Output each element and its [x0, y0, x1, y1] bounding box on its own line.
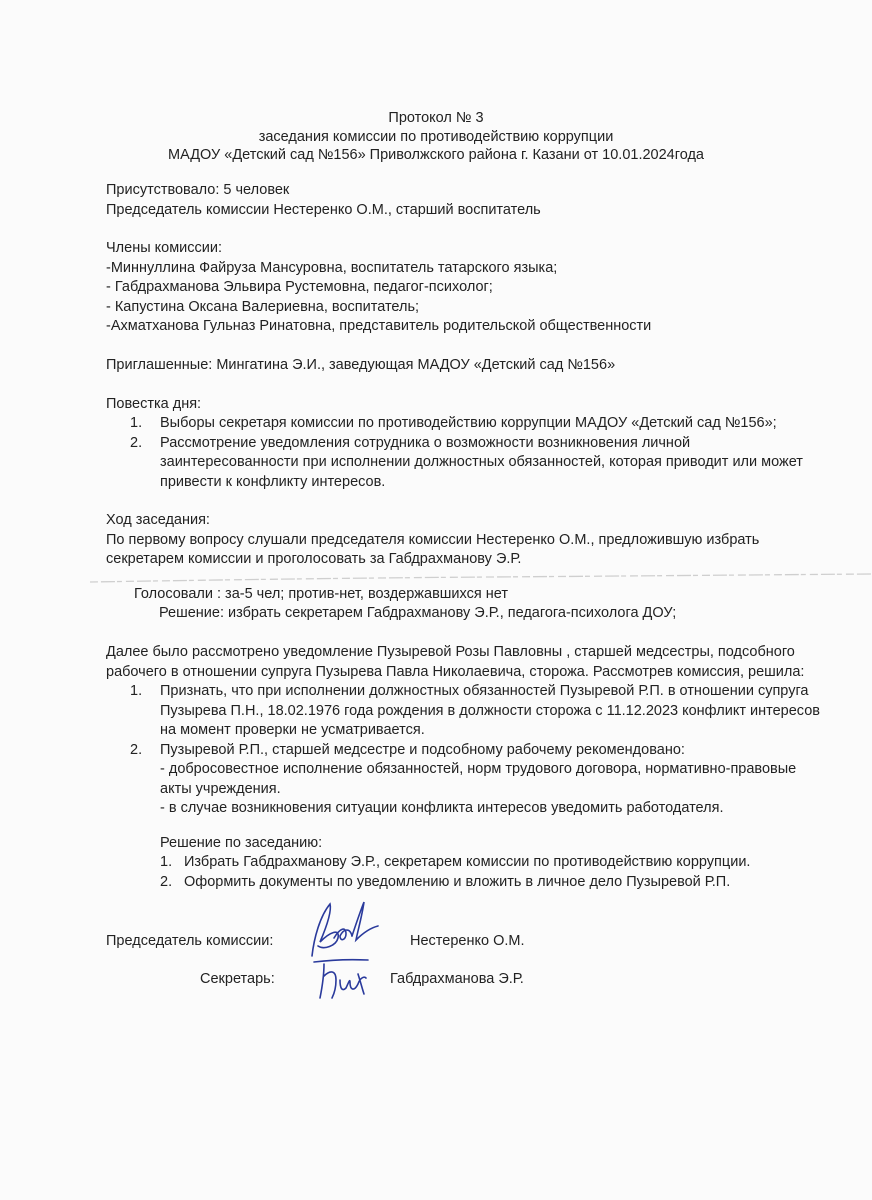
chair-signature-icon: [300, 898, 384, 962]
agenda-item-text: Рассмотрение уведомления сотрудника о возможности возникновения личной: [160, 434, 691, 451]
finding-text: - добросовестное исполнение обязанностей, норм трудового договора, нормативно-правовые: [160, 761, 797, 777]
chair-name: Нестеренко О.М.: [410, 933, 525, 949]
document-header: [0, 109, 872, 165]
resolution-list: [160, 853, 840, 893]
protocol-subtitle: заседания комиссии по противодействию коррупции: [258, 128, 614, 145]
agenda-item-text: заинтересованности при исполнении должностных обязанностей, которая приводит или может: [160, 454, 803, 470]
secretary-signature-label: Секретарь:: [200, 971, 275, 987]
finding-text: акты учреждения.: [160, 780, 281, 797]
proceedings-title: Ход заседания:: [106, 512, 210, 528]
resolution-text: Оформить документы по уведомлению и вложить в личное дело Пузыревой Р.П.: [184, 873, 731, 890]
members-title: Члены комиссии:: [106, 240, 223, 256]
finding-text: Признать, что при исполнении должностных обязанностей Пузыревой Р.П. в отношении супруга: [160, 683, 809, 699]
second-question-line: рабочего в отношении супруга Пузырева Павла Николаевича, сторожа. Рассмотрев комиссия, решила:: [106, 663, 805, 680]
finding-number: 2.: [130, 741, 143, 758]
resolution-number: 2.: [160, 873, 173, 890]
protocol-organization: МАДОУ «Детский сад №156» Приволжского района г. Казани от 10.01.2024года: [168, 147, 704, 163]
finding-number: 1.: [130, 683, 143, 699]
finding-text: Пузыревой Р.П., старшей медсестре и подсобному рабочему рекомендовано:: [160, 741, 685, 758]
vote-line: Голосовали : за-5 чел; против-нет, воздержавшихся нет: [134, 586, 508, 602]
attendance-block: [106, 181, 541, 220]
agenda-item-number: 2.: [130, 434, 143, 451]
agenda-list: [130, 414, 830, 494]
member-item: - Габдрахманова Эльвира Рустемовна, педагог-психолог;: [106, 279, 493, 295]
invited-line: Приглашенные: Мингатина Э.И., заведующая МАДОУ «Детский сад №156»: [106, 357, 616, 373]
proceedings-line: По первому вопросу слушали председателя комиссии Нестеренко О.М., предложившую избрать: [106, 531, 760, 548]
agenda-title: Повестка дня:: [106, 396, 202, 412]
member-item: - Капустина Оксана Валериевна, воспитатель;: [106, 298, 420, 315]
agenda-item-text: Выборы секретаря комиссии по противодействию коррупции МАДОУ «Детский сад №156»;: [160, 415, 777, 431]
resolution-text: Избрать Габдрахманову Э.Р., секретарем комиссии по противодействию коррупции.: [184, 854, 751, 870]
agenda-item-text: привести к конфликту интересов.: [160, 473, 386, 490]
decision-line: Решение: избрать секретарем Габдрахманову Э.Р., педагога-психолога ДОУ;: [159, 605, 677, 621]
members-block: [106, 239, 651, 337]
resolution-number: 1.: [160, 854, 173, 870]
secretary-signature-icon: [310, 958, 376, 1002]
proceedings-line: секретарем комиссии и проголосовать за Габдрахманову Э.Р.: [106, 551, 522, 567]
secretary-name: Габдрахманова Э.Р.: [390, 971, 524, 987]
attendance-present: Присутствовало: 5 человек: [106, 182, 290, 198]
attendance-chair: Председатель комиссии Нестеренко О.М., старший воспитатель: [106, 201, 541, 218]
member-item: -Миннуллина Файруза Мансуровна, воспитатель татарского языка;: [106, 259, 558, 276]
second-question-line: Далее было рассмотрено уведомление Пузыревой Розы Павловны , старшей медсестры, подсобного: [106, 644, 795, 660]
finding-text: Пузырева П.Н., 18.02.1976 года рождения в должности сторожа с 11.12.2023 конфликт интересов: [160, 702, 820, 719]
agenda-item-number: 1.: [130, 415, 143, 431]
resolution-title: Решение по заседанию:: [160, 835, 323, 851]
chair-signature-label: Председатель комиссии:: [106, 933, 274, 949]
second-question-block: [106, 643, 804, 682]
finding-text: на момент проверки не усматривается.: [160, 722, 425, 738]
findings-list: [130, 682, 850, 822]
protocol-title: Протокол № 3: [388, 110, 484, 126]
proceedings-block: [106, 511, 759, 570]
member-item: -Ахматханова Гульназ Ринатовна, представитель родительской общественности: [106, 318, 652, 334]
finding-text: - в случае возникновения ситуации конфликта интересов уведомить работодателя.: [160, 800, 724, 816]
